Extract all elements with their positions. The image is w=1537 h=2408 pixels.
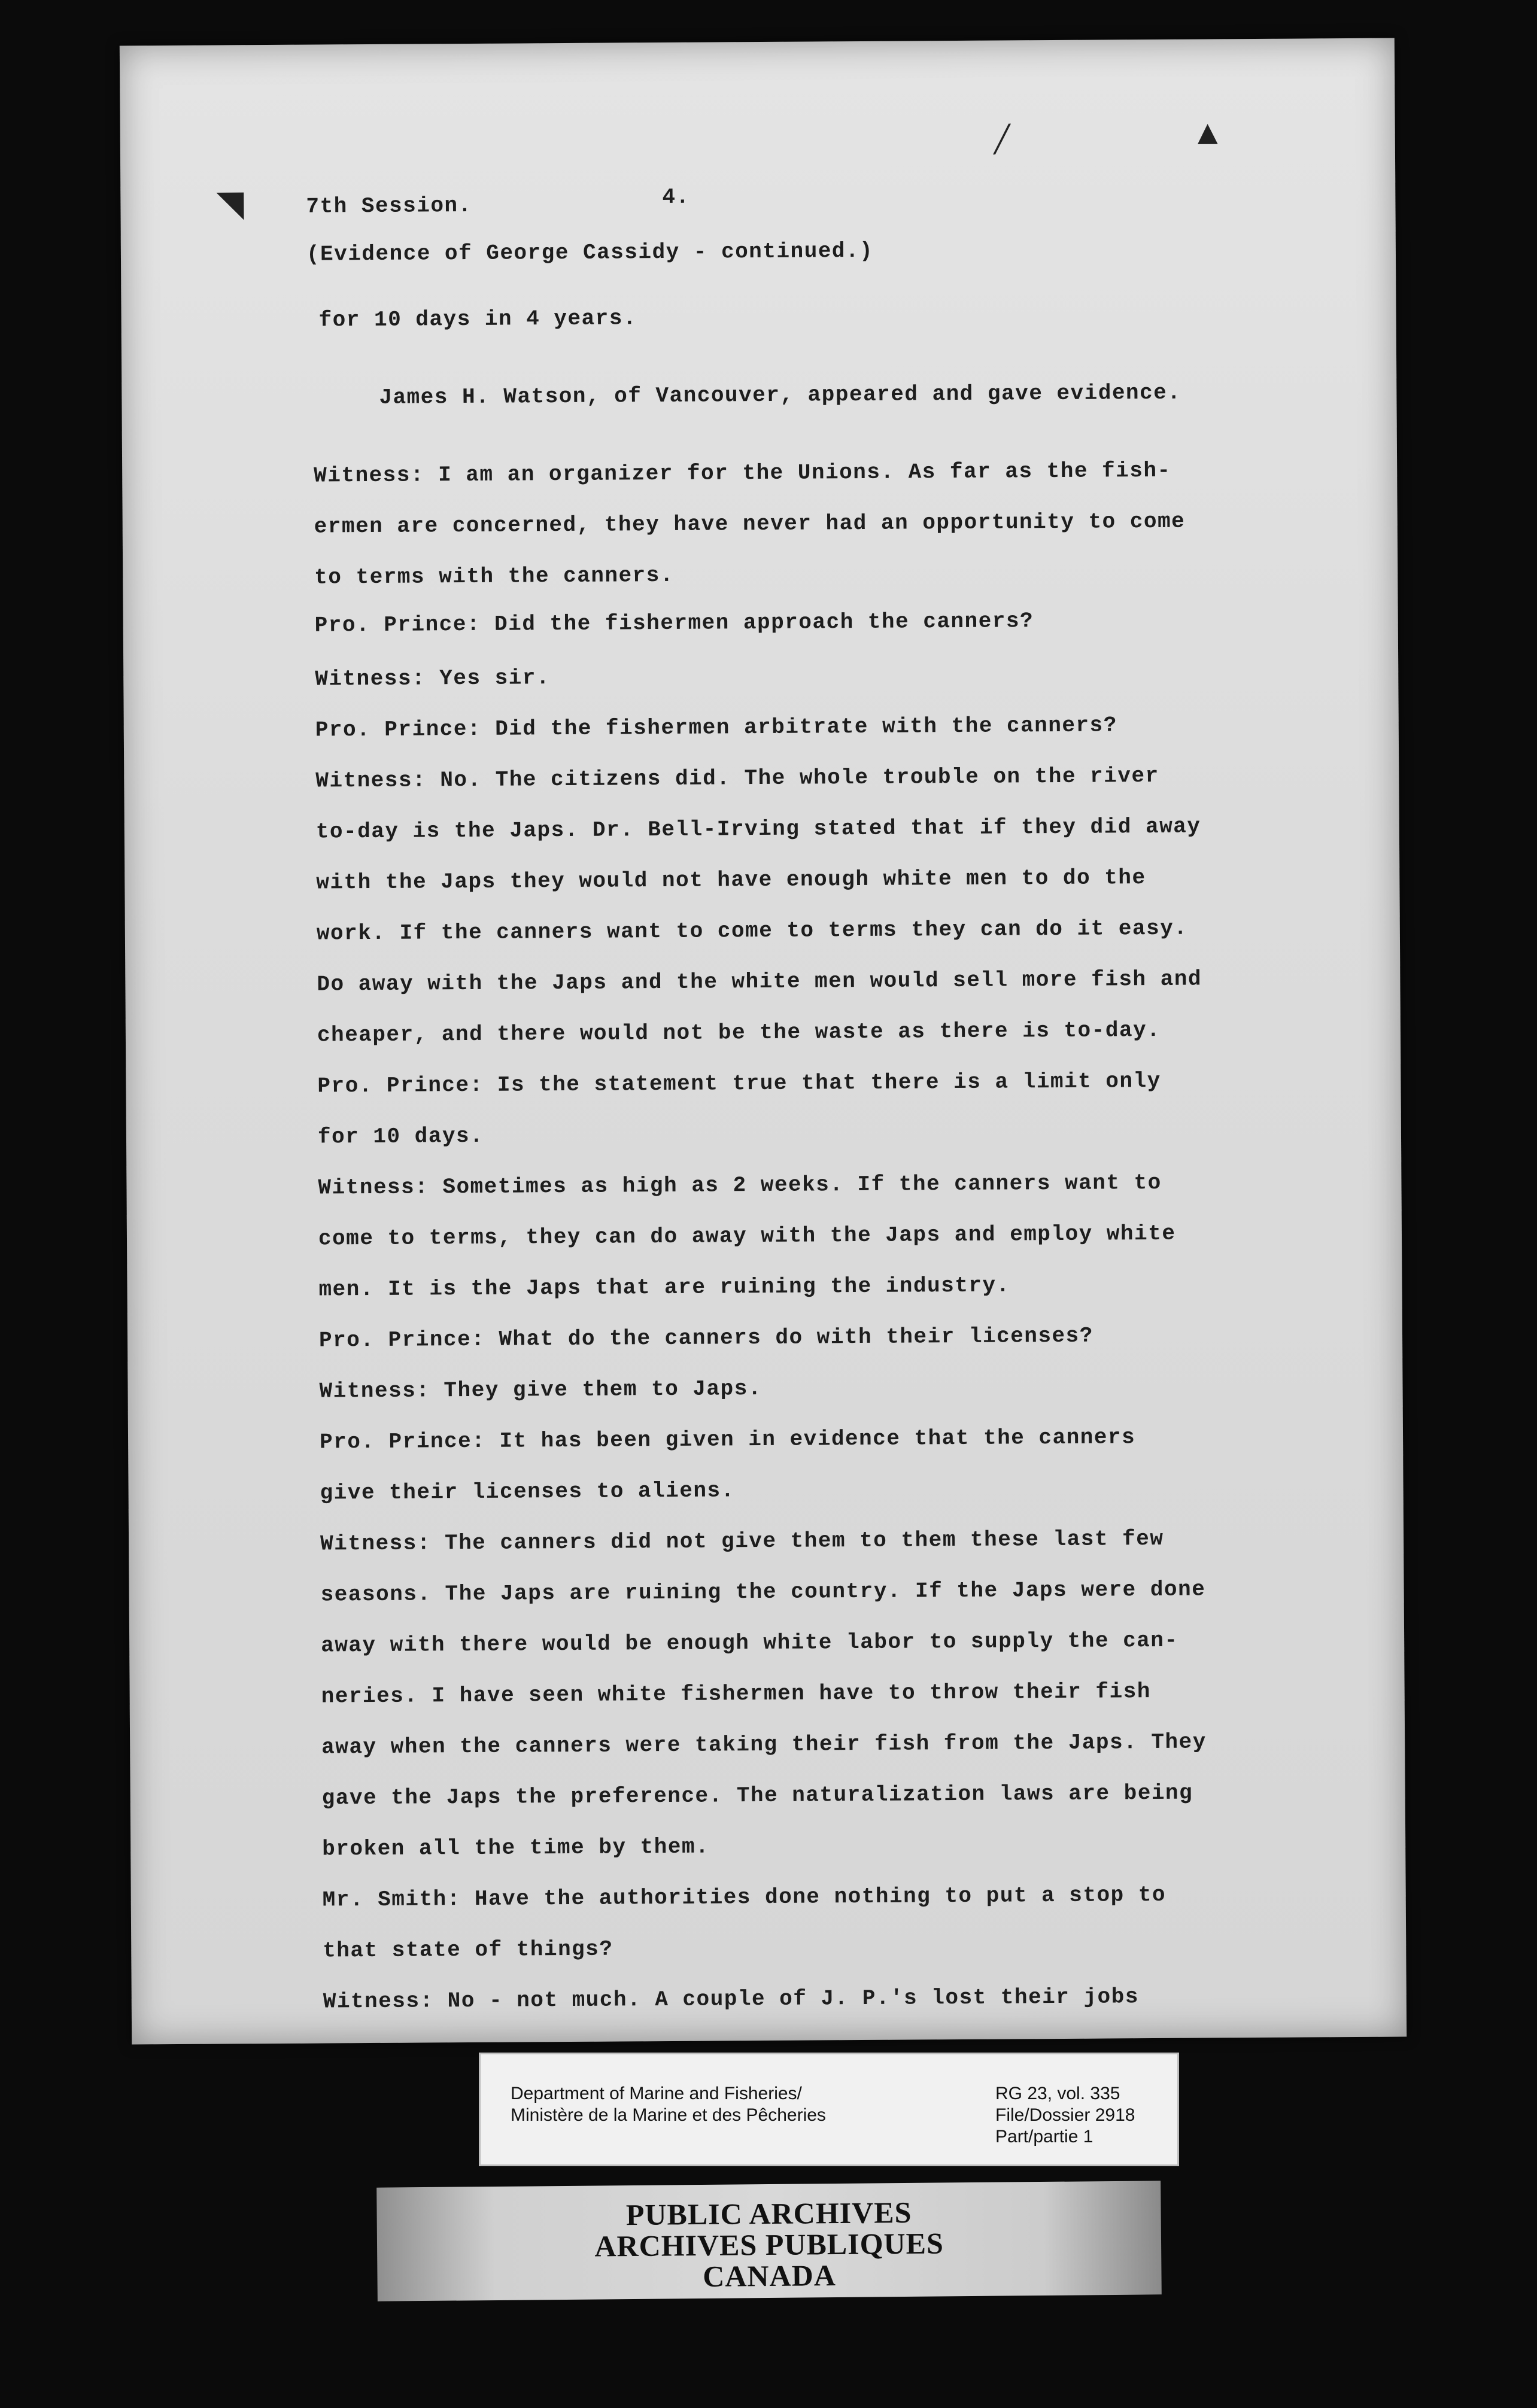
- body-line: James H. Watson, of Vancouver, appeared and gave evidence.: [379, 380, 1181, 410]
- body-line: broken all the time by them.: [322, 1834, 710, 1862]
- body-line: men. It is the Japs that are ruining the industry.: [318, 1273, 1010, 1302]
- body-line: cheaper, and there would not be the waste as there is to-day.: [317, 1017, 1161, 1048]
- body-line: Witness: The canners did not give them to them these last few: [320, 1526, 1164, 1556]
- session-header: 7th Session.: [306, 193, 472, 219]
- pencil-mark-icon: ╱: [994, 124, 1010, 155]
- body-line: Pro. Prince: Did the fishermen approach the canners?: [314, 609, 1034, 638]
- body-line: away with there would be enough white labor to supply the can-: [321, 1628, 1178, 1658]
- body-line: away when the canners were taking their fish from the Japs. They: [321, 1729, 1207, 1760]
- corner-mark-icon: ▲: [1197, 117, 1218, 148]
- body-line: Witness: They give them to Japs.: [319, 1376, 762, 1404]
- body-line: Witness: I am an organizer for the Unions. As far as the fish-: [314, 458, 1171, 488]
- body-line: Witness: Yes sir.: [315, 665, 551, 692]
- body-line: to terms with the canners.: [314, 563, 675, 590]
- stamp-line-2: ARCHIVES PUBLIQUES: [594, 2226, 944, 2263]
- stamp-line-3: CANADA: [702, 2258, 837, 2293]
- body-line: for 10 days in 4 years.: [318, 306, 637, 333]
- typewritten-page: [120, 38, 1407, 2045]
- reference-block: [995, 2083, 1135, 2148]
- body-line: neries. I have seen white fishermen have to throw their fish: [321, 1679, 1151, 1709]
- page-number: 4.: [662, 184, 690, 210]
- body-line: Do away with the Japs and the white men would sell more fish and: [317, 966, 1202, 997]
- department-en: Department of Marine and Fisheries/: [511, 2084, 802, 2103]
- department-fr: Ministère de la Marine et des Pêcheries: [511, 2105, 826, 2125]
- body-line: Pro. Prince: What do the canners do with their licenses?: [318, 1323, 1093, 1353]
- body-line: with the Japs they would not have enough white men to do the: [316, 865, 1146, 895]
- evidence-subheading: (Evidence of George Cassidy - continued.): [306, 238, 874, 267]
- record-group: RG 23, vol. 335: [995, 2084, 1120, 2103]
- body-line: seasons. The Japs are ruining the country. If the Japs were done: [320, 1577, 1206, 1607]
- archive-label: [479, 2053, 1179, 2166]
- body-line: come to terms, they can do away with the Japs and employ white: [318, 1221, 1176, 1251]
- part-number: Part/partie 1: [995, 2127, 1093, 2146]
- body-line: gave the Japs the preference. The naturalization laws are being: [321, 1780, 1193, 1811]
- body-line: give their licenses to aliens.: [320, 1478, 735, 1506]
- body-line: work. If the canners want to come to terms they can do it easy.: [316, 916, 1188, 946]
- file-number: File/Dossier 2918: [995, 2105, 1135, 2125]
- body-line: Pro. Prince: Did the fishermen arbitrate with the canners?: [315, 713, 1117, 743]
- department-block: [511, 2083, 826, 2126]
- body-line: Pro. Prince: Is the statement true that there is a limit only: [317, 1068, 1161, 1099]
- body-line: Witness: No. The citizens did. The whole trouble on the river: [315, 763, 1159, 793]
- body-line: that state of things?: [323, 1936, 613, 1963]
- archives-stamp: [376, 2181, 1162, 2301]
- body-line: Mr. Smith: Have the authorities done nothing to put a stop to: [322, 1882, 1167, 1913]
- margin-mark-icon: ◥: [216, 183, 244, 225]
- body-line: to-day is the Japs. Dr. Bell-Irving stated that if they did away: [315, 814, 1201, 844]
- body-line: Witness: Sometimes as high as 2 weeks. If the canners want to: [318, 1170, 1162, 1200]
- body-line: for 10 days.: [317, 1123, 484, 1150]
- body-line: Witness: No - not much. A couple of J. P.'s lost their jobs: [323, 1984, 1139, 2014]
- body-line: Pro. Prince: It has been given in evidence that the canners: [319, 1425, 1136, 1455]
- stamp-line-1: PUBLIC ARCHIVES: [625, 2195, 912, 2232]
- body-line: ermen are concerned, they have never had an opportunity to come: [314, 509, 1186, 539]
